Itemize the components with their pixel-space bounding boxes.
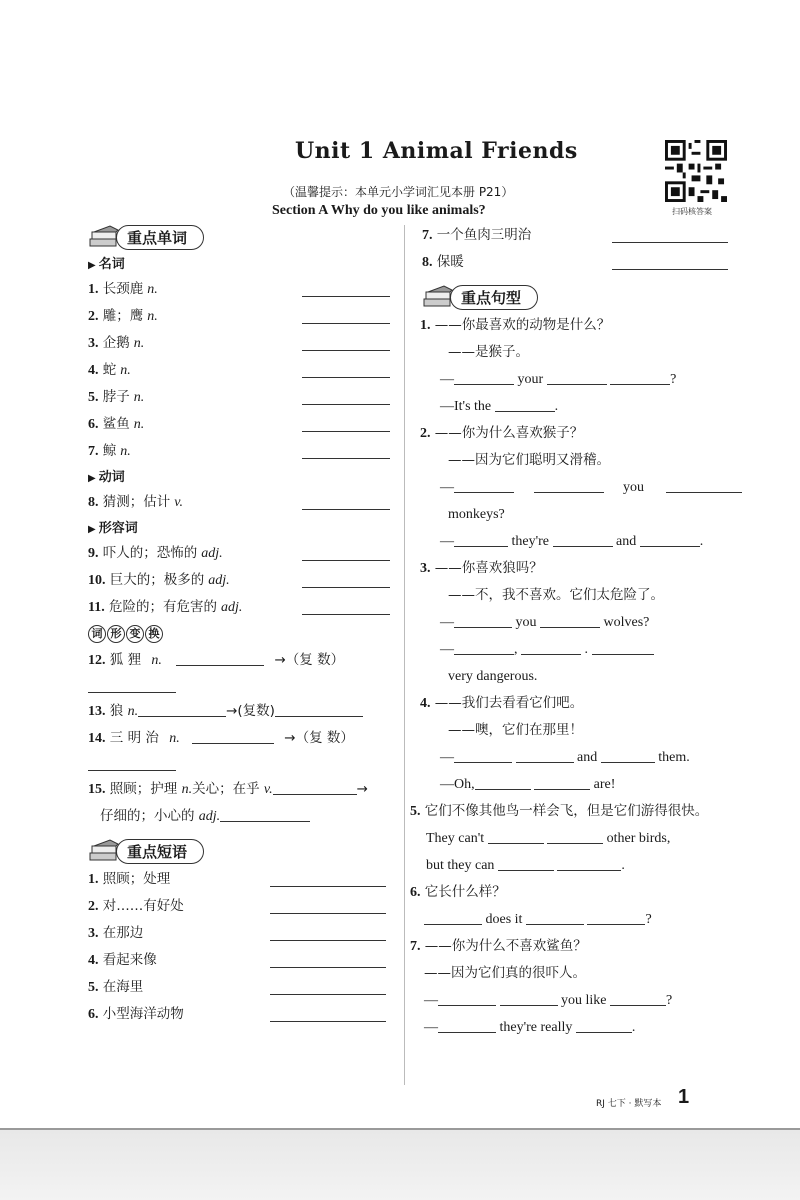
answer-blank[interactable] [454, 368, 514, 385]
phrase-item: 8. 保暖 [422, 249, 740, 276]
answer-blank[interactable] [557, 854, 621, 871]
sentence-3-reply-cont: very dangerous. [448, 669, 538, 684]
sentence-1-answer: ——是猴子。 [448, 344, 529, 360]
answer-blank[interactable] [424, 908, 482, 925]
transform-item-13: 13. 狼 n. →(复数) [88, 698, 400, 725]
transform-item-15: 15. 照顾；护理 n.关心；在乎 v. → [88, 776, 400, 803]
sentence-3-question: 3. ——你喜欢狼吗？ [420, 560, 543, 576]
sentence-7-reply: — they're really . [424, 1014, 740, 1041]
answer-blank[interactable] [592, 638, 654, 655]
sentence-7-question: 7. ——你为什么不喜欢鲨鱼？ [410, 938, 587, 954]
answer-blank[interactable] [302, 587, 390, 588]
sentence-6-question: 6. 它长什么样？ [410, 884, 506, 900]
sentence-3-answer: ——不，我不喜欢。它们太危险了。 [448, 587, 664, 603]
vocab-item: 3. 企鹅 n. [88, 330, 400, 357]
answer-blank[interactable] [612, 242, 728, 243]
scan-shadow [0, 1130, 800, 1200]
answer-blank[interactable] [270, 967, 386, 968]
category-verb: ▶ 动词 [88, 467, 400, 489]
answer-blank[interactable] [192, 727, 274, 744]
answer-blank[interactable] [438, 989, 496, 1006]
answer-blank[interactable] [547, 827, 603, 844]
vocab-item: 7. 鲸 n. [88, 438, 400, 465]
answer-blank[interactable] [498, 854, 554, 871]
answer-blank[interactable] [176, 649, 264, 666]
sentence-6-english: does it ? [424, 906, 740, 933]
vocab-item: 9. 吓人的；恐怖的 adj. [88, 540, 400, 567]
books-icon [422, 283, 456, 311]
answer-blank[interactable] [302, 377, 390, 378]
answer-blank[interactable] [302, 350, 390, 351]
phrase-item: 7. 一个鱼肉三明治 [422, 222, 740, 249]
answer-blank[interactable] [302, 431, 390, 432]
transform-item-14: 14. 三 明 治 n. →（复 数） [88, 725, 400, 752]
answer-blank[interactable] [270, 940, 386, 941]
answer-blank[interactable] [521, 638, 581, 655]
vocab-item: 10. 巨大的；极多的 adj. [88, 567, 400, 594]
answer-blank[interactable] [526, 908, 584, 925]
answer-blank[interactable] [495, 395, 555, 412]
sentence-section-title: 重点句型 [450, 285, 538, 310]
answer-blank[interactable] [547, 368, 607, 385]
transform-item-15-second-line: 仔细的；小心的 adj. [88, 803, 400, 830]
answer-blank[interactable] [553, 530, 613, 547]
answer-blank[interactable] [540, 611, 600, 628]
sentence-4-reply: —Oh, are! [440, 771, 740, 798]
answer-blank[interactable] [270, 994, 386, 995]
answer-blank[interactable] [640, 530, 700, 547]
page-number: 1 [678, 1086, 690, 1108]
phrase-item: 1. 照顾；处理 [88, 866, 400, 893]
vocab-section-title: 重点单词 [116, 225, 204, 250]
answer-blank[interactable] [302, 458, 390, 459]
phrase-item: 6. 小型海洋动物 [88, 1001, 400, 1028]
category-noun: ▶ 名词 [88, 254, 400, 276]
vocab-item: 6. 鲨鱼 n. [88, 411, 400, 438]
sentence-5-english-cont: but they can . [426, 852, 740, 879]
answer-blank[interactable] [666, 476, 742, 493]
sentence-2-english: — you [440, 474, 740, 501]
column-divider [404, 225, 405, 1085]
answer-blank[interactable] [612, 269, 728, 270]
tip-note: （温馨提示：本单元小学词汇见本册 P21） [283, 185, 514, 199]
answer-blank[interactable] [454, 611, 512, 628]
right-column [410, 222, 740, 1041]
phrase-item: 5. 在海里 [88, 974, 400, 1001]
phrase-section-title: 重点短语 [116, 839, 204, 864]
answer-blank[interactable] [610, 989, 666, 1006]
answer-blank[interactable] [438, 1016, 496, 1033]
transform-item-12: 12. 狐 狸 n. →（复 数） [88, 647, 400, 674]
answer-blank[interactable] [275, 700, 363, 717]
answer-blank[interactable] [500, 989, 558, 1006]
answer-blank[interactable] [454, 530, 508, 547]
answer-blank[interactable] [454, 638, 514, 655]
answer-blank[interactable] [273, 778, 357, 795]
sentence-5-question: 5. 它们不像其他鸟一样会飞，但是它们游得很快。 [410, 803, 709, 819]
sentence-2-answer: ——因为它们聪明又滑稽。 [448, 452, 610, 468]
books-icon [88, 223, 122, 251]
answer-blank[interactable] [88, 676, 176, 693]
vocab-item: 1. 长颈鹿 n. [88, 276, 400, 303]
vocab-section-badge [88, 222, 400, 252]
sentence-2-english-cont: monkeys? [448, 507, 505, 522]
answer-blank[interactable] [587, 908, 645, 925]
sentence-3-english: — you wolves? [440, 609, 740, 636]
qr-caption: 扫码核答案 [672, 207, 712, 216]
vocab-item: 11. 危险的；有危害的 adj. [88, 594, 400, 621]
sentence-1-question: 1. ——你最喜欢的动物是什么？ [420, 317, 611, 333]
sentence-5-english: They can't other birds, [426, 825, 740, 852]
sentence-7-english: — you like ? [424, 987, 740, 1014]
transform-item-12-second-line [88, 674, 400, 698]
vocab-item: 8. 猜测；估计 v. [88, 489, 400, 516]
answer-blank[interactable] [88, 754, 176, 771]
left-column [70, 222, 400, 1028]
books-icon [88, 837, 122, 865]
answer-blank[interactable] [270, 1021, 386, 1022]
phrase-item: 2. 对……有好处 [88, 893, 400, 920]
answer-blank[interactable] [302, 323, 390, 324]
answer-blank[interactable] [454, 476, 514, 493]
qr-code-icon[interactable] [665, 140, 727, 202]
answer-blank[interactable] [302, 404, 390, 405]
answer-blank[interactable] [475, 773, 531, 790]
sentence-7-answer: ——因为它们真的很吓人。 [424, 965, 586, 981]
word-transform-badge: 词 形 变 换 [88, 625, 400, 643]
answer-blank[interactable] [488, 827, 544, 844]
answer-blank[interactable] [302, 509, 390, 510]
answer-blank[interactable] [302, 296, 390, 297]
phrase-item: 4. 看起来像 [88, 947, 400, 974]
book-label: RJ 七下 · 默写本 [596, 1099, 662, 1109]
answer-blank[interactable] [302, 560, 390, 561]
answer-blank[interactable] [576, 1016, 632, 1033]
vocab-item: 5. 脖子 n. [88, 384, 400, 411]
answer-blank[interactable] [302, 614, 390, 615]
answer-blank[interactable] [454, 746, 512, 763]
sentence-section-badge [422, 282, 740, 312]
answer-blank[interactable] [610, 368, 670, 385]
answer-blank[interactable] [270, 913, 386, 914]
answer-blank[interactable] [534, 476, 604, 493]
answer-blank[interactable] [270, 886, 386, 887]
answer-blank[interactable] [138, 700, 226, 717]
section-title: Section A Why do you like animals? [272, 203, 486, 218]
sentence-2-reply: — they're and . [440, 528, 740, 555]
sentence-1-reply: —It's the . [440, 393, 740, 420]
sentence-2-question: 2. ——你为什么喜欢猴子？ [420, 425, 584, 441]
sentence-3-reply: — , . [440, 636, 740, 663]
sentence-4-question: 4. ——我们去看看它们吧。 [420, 695, 584, 711]
phrase-item: 3. 在那边 [88, 920, 400, 947]
unit-title: Unit 1 Animal Friends [295, 138, 578, 164]
answer-blank[interactable] [601, 746, 655, 763]
answer-blank[interactable] [516, 746, 574, 763]
category-adjective: ▶ 形容词 [88, 518, 400, 540]
vocab-item: 2. 雕；鹰 n. [88, 303, 400, 330]
phrase-section-badge [88, 836, 400, 866]
sentence-4-answer: ——噢，它们在那里！ [448, 722, 583, 738]
answer-blank[interactable] [220, 805, 310, 822]
answer-blank[interactable] [534, 773, 590, 790]
vocab-item: 4. 蛇 n. [88, 357, 400, 384]
sentence-4-english: — and them. [440, 744, 740, 771]
transform-item-14-second-line [88, 752, 400, 776]
sentence-1-english: — your ? [440, 366, 740, 393]
